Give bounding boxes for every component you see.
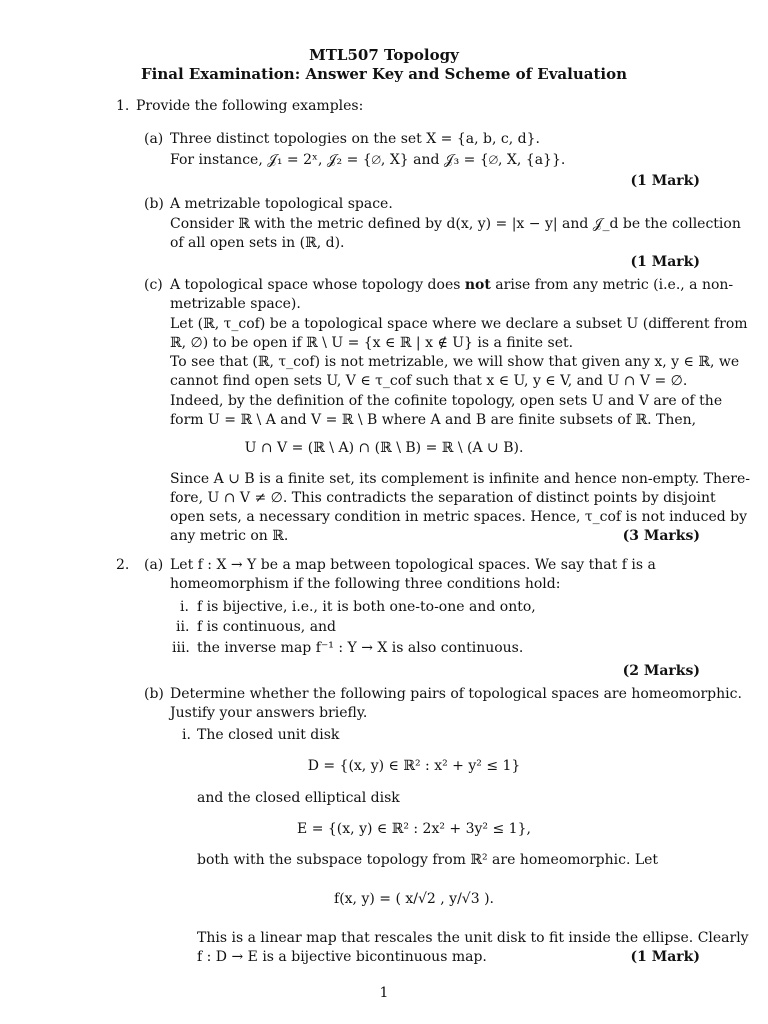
q2b-line1: Determine whether the following pairs of topological spaces are homeomorphic. (170, 686, 742, 702)
q2a-item-2-label: ii. (176, 619, 190, 635)
q1a-label: (a) (144, 131, 164, 147)
q1b-line2: Consider ℝ with the metric defined by d(x, y) = |x − y| and 𝒥_d be the collection (170, 216, 741, 232)
q2a-item-1-text: f is bijective, i.e., it is both one-to-one and onto, (197, 599, 536, 615)
q1b-line1: A metrizable topological space. (170, 196, 393, 212)
q1c-line12: any metric on ℝ. (170, 528, 289, 544)
q1a-marks: (1 Mark) (630, 173, 700, 189)
q2a-line1: Let f : X → Y be a map between topological spaces. We say that f is a (170, 557, 656, 573)
q1c-line1-post: arise from any metric (i.e., a non- (490, 277, 734, 293)
equation-E: E = {(x, y) ∈ ℝ² : 2x² + 3y² ≤ 1}, (297, 821, 531, 837)
question-1-number: 1. (116, 98, 130, 114)
q1b-marks: (1 Mark) (630, 254, 700, 270)
q1c-line3: Let (ℝ, τ_cof) be a topological space where we declare a subset U (different from (170, 316, 748, 332)
q1c-line1-pre: A topological space whose topology does (170, 277, 465, 293)
q2b-i-line2: and the closed elliptical disk (197, 790, 400, 806)
q1c-equation: U ∩ V = (ℝ \ A) ∩ (ℝ \ B) = ℝ \ (A ∪ B). (244, 440, 524, 456)
q1a-line1: Three distinct topologies on the set X = {a, b, c, d}. (170, 131, 540, 147)
document-subtitle: Final Examination: Answer Key and Scheme of Evaluation (140, 65, 628, 83)
q1c-line6: cannot find open sets U, V ∈ τ_cof such that x ∈ U, y ∈ V, and U ∩ V = ∅. (170, 373, 688, 389)
q1c-line7: Indeed, by the definition of the cofinite topology, open sets U and V are of the (170, 393, 723, 409)
q1c-line8: form U = ℝ \ A and V = ℝ \ B where A and B are finite subsets of ℝ. Then, (170, 412, 697, 428)
q2b-marks: (1 Mark) (630, 949, 700, 965)
equation-f: f(x, y) = ( x/√2 , y/√3 ). (334, 891, 494, 907)
q2b-label: (b) (144, 686, 164, 702)
q1c-line2: metrizable space). (170, 296, 301, 312)
q2b-i-line5: f : D → E is a bijective bicontinuous map. (197, 949, 487, 965)
q2a-item-1-label: i. (180, 599, 189, 615)
question-2-number: 2. (116, 557, 130, 573)
q2a-item-2-text: f is continuous, and (197, 619, 337, 635)
q1c-line1 (170, 276, 733, 295)
q1b-line3: of all open sets in (ℝ, d). (170, 235, 345, 251)
q2a-marks: (2 Marks) (622, 663, 700, 679)
q2b-i-label: i. (182, 727, 191, 743)
course-title: MTL507 Topology (309, 46, 459, 64)
q1c-label: (c) (144, 277, 163, 293)
equation-D: D = {(x, y) ∈ ℝ² : x² + y² ≤ 1} (307, 758, 521, 774)
q1c-line1-not: not (464, 277, 491, 293)
q2a-item-3-text: the inverse map f⁻¹ : Y → X is also continuous. (197, 640, 524, 656)
q2b-i-line1: The closed unit disk (197, 727, 340, 743)
q2b-line2: Justify your answers briefly. (170, 705, 368, 721)
page-number: 1 (379, 985, 389, 1001)
q2b-i-line4: This is a linear map that rescales the unit disk to fit inside the ellipse. Clearly (197, 930, 749, 946)
q1c-line9: Since A ∪ B is a finite set, its complement is infinite and hence non-empty. There- (170, 471, 751, 487)
q1c-line11: open sets, a necessary condition in metric spaces. Hence, τ_cof is not induced by (170, 509, 748, 525)
q2a-item-3-label: iii. (172, 640, 190, 656)
question-1-prompt: Provide the following examples: (136, 98, 364, 114)
q1c-line5: To see that (ℝ, τ_cof) is not metrizable, we will show that given any x, y ∈ ℝ, we (170, 354, 740, 370)
q1c-marks: (3 Marks) (622, 528, 700, 544)
q2a-line2: homeomorphism if the following three conditions hold: (170, 576, 561, 592)
q1a-line2: For instance, 𝒥₁ = 2ˣ, 𝒥₂ = {∅, X} and 𝒥₃ = {∅, X, {a}}. (170, 152, 566, 168)
q1c-line10: fore, U ∩ V ≠ ∅. This contradicts the separation of distinct points by disjoint (170, 490, 716, 506)
q1b-label: (b) (144, 196, 164, 212)
q2b-i-line3: both with the subspace topology from ℝ² are homeomorphic. Let (197, 852, 659, 868)
q2a-label: (a) (144, 557, 164, 573)
q1c-line4: ℝ, ∅) to be open if ℝ \ U = {x ∈ ℝ | x ∉ U} is a finite set. (170, 335, 574, 351)
